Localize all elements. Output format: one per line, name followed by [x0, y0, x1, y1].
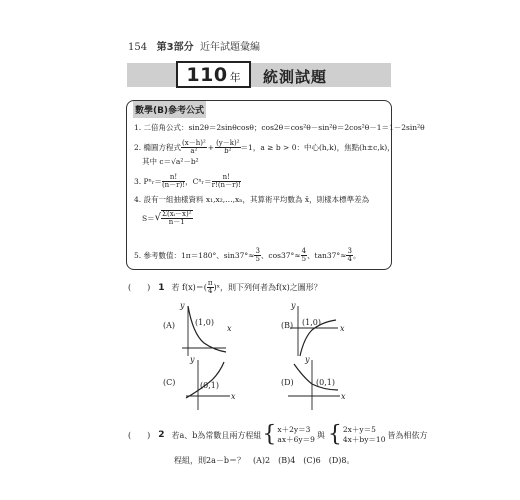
frac-den: a²: [190, 147, 198, 156]
frac-den: r!(n－r)!: [211, 181, 241, 190]
graph-c-ylabel: y: [190, 355, 195, 364]
formula-5: [134, 248, 360, 264]
frac-num: n!: [212, 174, 241, 182]
question-number: 1: [158, 282, 165, 293]
frac-num: 3: [255, 247, 260, 255]
formula-1: 1. 二倍角公式：sin2θ＝2sinθcosθ；cos2θ＝cos²θ－sin²θ＝2cos²θ－1＝1－2sin²θ: [134, 123, 425, 132]
frac-num: (y－k)²: [216, 139, 240, 147]
graph-a-xlabel: x: [227, 324, 232, 333]
graph-a-ylabel: y: [180, 301, 185, 310]
frac-den: n－1: [168, 218, 185, 227]
question-text-a: 若a、b為常數且兩方程組: [171, 430, 262, 440]
system-1: [277, 425, 314, 445]
formula-tag: 數學(B)參考公式: [133, 101, 206, 118]
system-1-eq1: x＋2y＝3: [277, 424, 311, 434]
formula-4-frac: [161, 210, 193, 227]
option-a-label: (A): [163, 321, 176, 330]
frac-num: n!: [162, 174, 185, 182]
formula-5-c: 、tan37°≈: [307, 251, 347, 261]
frac-num: Σ(xᵢ－x̄)²: [162, 210, 192, 218]
frac-den: 4: [207, 287, 213, 296]
formula-2b: 其中 c＝√a²－b²: [142, 157, 199, 166]
answer-paren: ( ): [128, 430, 151, 440]
formula-3-frac-p: [162, 174, 185, 190]
formula-2-frac-y: [215, 140, 240, 156]
page-header: [128, 38, 260, 53]
banner-title: 統測試題: [263, 68, 328, 86]
question-2: [128, 424, 427, 446]
system-2-eq2: 4x＋by＝10: [342, 435, 386, 444]
section-label: 近年試題彙編: [199, 42, 260, 53]
formula-3-frac-c: [212, 174, 241, 190]
formula-5-b: 、cos37°≈: [260, 251, 301, 261]
graph-a: [179, 301, 232, 356]
formula-4b: S＝ √ $\frac{\text{Σ(xᵢ－x̄)²}}{n-1}$: [142, 210, 192, 227]
question-text-b: )ˣ，則下列何者為f(x)之圖形？: [213, 283, 322, 293]
formula-5-end: 。: [352, 251, 361, 261]
formula-3-c: ，Cⁿᵣ＝: [185, 177, 212, 187]
title-banner: [127, 63, 391, 87]
year-number: 110: [186, 63, 228, 86]
system-2: [343, 425, 386, 445]
formula-3-p: 3. Pⁿᵣ＝: [134, 177, 162, 187]
option-c-label: (C): [163, 378, 176, 387]
question-1: [128, 280, 322, 296]
option-b-point: (1,0): [302, 318, 321, 327]
graph-b: [290, 301, 345, 356]
option-a-point: (1,0): [195, 318, 214, 327]
graph-d-ylabel: y: [305, 355, 310, 364]
formula-4: 4. 設有一組抽樣資料 x₁,x₂,…,xₙ，其算術平均數為 x̄，則樣本標準差為: [134, 195, 370, 204]
system-1-eq2: ax＋6y＝9: [277, 435, 315, 444]
formula-2-label: 2. 橢圓方程式: [134, 143, 182, 153]
option-b-label: (B): [281, 321, 294, 330]
graph-b-ylabel: y: [291, 301, 296, 310]
frac-den: 5: [255, 255, 260, 264]
question-number: 2: [158, 430, 165, 440]
graph-c-xlabel: x: [231, 392, 236, 401]
formula-3: [134, 174, 241, 190]
frac-den: (n－r)!: [161, 181, 186, 190]
formula-4-s: S＝: [142, 213, 155, 223]
formula-2: 2. 橢圓方程式 $\frac{\text{(x－h)²}}{\text{a²}}$ + $\frac{\text{(y－k)²}}{\text{b²}}$ ＝1，a ≥ b > 0：中心(h,k)，焦點(h±c,k)，: [134, 139, 395, 156]
option-d-point: (0,1): [316, 378, 335, 387]
left-brace-2: {: [327, 422, 342, 447]
option-c-point: (0,1): [200, 381, 219, 390]
graph-b-xlabel: x: [340, 324, 345, 333]
graph-d-xlabel: x: [341, 392, 346, 401]
frac-den: 4: [347, 255, 352, 264]
frac-num: π: [207, 279, 213, 287]
formula-2-tail: ＝1，a ≥ b > 0：中心(h,k)，焦點(h±c,k)，: [240, 143, 395, 153]
part-label: 第3部分: [156, 42, 194, 53]
left-brace-1: {: [262, 422, 277, 447]
system-2-eq1: 2x＋y＝5: [342, 424, 376, 434]
option-d-label: (D): [281, 378, 294, 387]
frac-num: (x－h)²: [182, 139, 206, 147]
formula-2-frac-x: [181, 140, 207, 156]
formula-5-a: 5. 參考數值：1π＝180°、sin37°≈: [134, 251, 255, 261]
question-mid: 與: [316, 430, 325, 440]
question-text-a: 若 f(x)＝(: [171, 283, 207, 293]
frac-den: b²: [224, 147, 232, 156]
frac-num: 3: [347, 247, 352, 255]
question-text-b: 皆為相依方: [387, 430, 428, 440]
year-box: [176, 61, 251, 88]
year-suffix: 年: [229, 71, 241, 84]
question-2-line2: 程組，則2a－b＝？ (A)2 (B)4 (C)6 (D)8。: [174, 456, 355, 465]
pi-frac: [207, 280, 214, 296]
answer-paren: ( ): [128, 283, 151, 293]
frac-num: 4: [301, 247, 307, 255]
page-number: 154: [128, 42, 148, 53]
frac-den: 5: [301, 255, 307, 264]
